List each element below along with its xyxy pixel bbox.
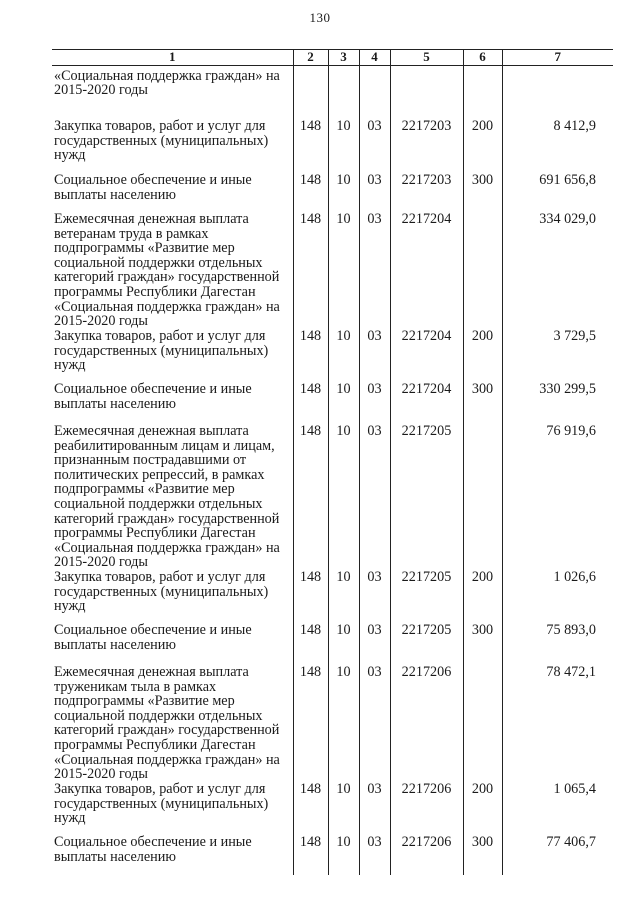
code-col-2: 148 (293, 329, 328, 382)
row-description: Социальное обеспечение и иные выплаты населению (54, 381, 252, 412)
code-col-3: 10 (328, 173, 359, 212)
code-col-5: 2217205 (390, 424, 463, 570)
code-col-2: 148 (293, 782, 328, 835)
code-col-6: 200 (463, 329, 502, 382)
code-col-4: 03 (359, 623, 390, 665)
code-col-4: 03 (359, 119, 390, 173)
code-col-2 (293, 65, 328, 119)
amount: 78 472,1 (502, 665, 613, 782)
column-header-4: 4 (359, 50, 390, 66)
table-row (52, 173, 613, 212)
code-col-4: 03 (359, 570, 390, 623)
code-col-3: 10 (328, 329, 359, 382)
code-col-3: 10 (328, 212, 359, 329)
table-row (52, 835, 613, 875)
amount: 3 729,5 (502, 329, 613, 382)
code-col-6: 300 (463, 382, 502, 424)
column-header-3: 3 (328, 50, 359, 66)
code-col-6 (463, 212, 502, 329)
amount: 77 406,7 (502, 835, 613, 875)
code-col-6: 300 (463, 623, 502, 665)
code-col-4: 03 (359, 424, 390, 570)
code-col-4: 03 (359, 382, 390, 424)
code-col-5: 2217206 (390, 665, 463, 782)
table-row (52, 329, 613, 382)
table-header (52, 50, 613, 66)
code-col-5: 2217203 (390, 173, 463, 212)
row-description: Ежемесячная денежная выплата труженикам тыла в рамках подпрограммы «Развитие мер социальной поддержки отдельных категорий граждан» государственной программы Республики Дагестан «Социальная поддержка граждан» на 2015-2020 годы (54, 664, 280, 783)
table-row (52, 665, 613, 782)
code-col-5: 2217205 (390, 570, 463, 623)
code-col-2: 148 (293, 173, 328, 212)
code-col-3: 10 (328, 424, 359, 570)
code-col-6: 200 (463, 119, 502, 173)
code-col-3: 10 (328, 570, 359, 623)
code-col-5: 2217204 (390, 382, 463, 424)
table-row (52, 782, 613, 835)
amount: 691 656,8 (502, 173, 613, 212)
code-col-4: 03 (359, 835, 390, 875)
code-col-4: 03 (359, 329, 390, 382)
code-col-3: 10 (328, 382, 359, 424)
code-col-2: 148 (293, 119, 328, 173)
code-col-3: 10 (328, 665, 359, 782)
table-row (52, 424, 613, 570)
amount: 76 919,6 (502, 424, 613, 570)
column-header-7: 7 (502, 50, 613, 66)
table-row (52, 623, 613, 665)
row-description: «Социальная поддержка граждан» на 2015-2020 годы (54, 67, 280, 99)
code-col-5: 2217203 (390, 119, 463, 173)
row-description: Ежемесячная денежная выплата реабилитированным лицам и лицам, признанным пострадавшими от политических репрессий, в рамках подпрограммы «Развитие мер социальной поддержки отдельных категорий граждан» государственной программы Республики Дагестан «Социальная поддержка граждан» на 2015-2020 годы (54, 423, 280, 571)
code-col-2: 148 (293, 570, 328, 623)
column-header-5: 5 (390, 50, 463, 66)
row-description: Закупка товаров, работ и услуг для государственных (муниципальных) нужд (54, 118, 269, 164)
row-description: Ежемесячная денежная выплата ветеранам труда в рамках подпрограммы «Развитие мер социальной поддержки отдельных категорий граждан» государственной программы Республики Дагестан «Социальная поддержка граждан» на 2015-2020 годы (54, 211, 280, 330)
code-col-6 (463, 665, 502, 782)
table-row (52, 212, 613, 329)
code-col-3: 10 (328, 835, 359, 875)
amount: 75 893,0 (502, 623, 613, 665)
code-col-2: 148 (293, 623, 328, 665)
column-header-1: 1 (52, 50, 293, 66)
code-col-6 (463, 65, 502, 119)
code-col-3: 10 (328, 119, 359, 173)
row-description: Социальное обеспечение и иные выплаты населению (54, 172, 252, 203)
table-row (52, 382, 613, 424)
table-row (52, 65, 613, 119)
row-description: Социальное обеспечение и иные выплаты населению (54, 622, 252, 653)
row-description: Закупка товаров, работ и услуг для государственных (муниципальных) нужд (54, 781, 269, 827)
row-description: Социальное обеспечение и иные выплаты населению (54, 834, 252, 865)
column-header-6: 6 (463, 50, 502, 66)
code-col-4: 03 (359, 782, 390, 835)
table-row (52, 570, 613, 623)
code-col-5: 2217206 (390, 782, 463, 835)
code-col-6: 300 (463, 835, 502, 875)
table-body (52, 65, 613, 875)
code-col-3: 10 (328, 623, 359, 665)
amount: 334 029,0 (502, 212, 613, 329)
code-col-4: 03 (359, 665, 390, 782)
row-description: Закупка товаров, работ и услуг для государственных (муниципальных) нужд (54, 569, 269, 615)
amount: 1 026,6 (502, 570, 613, 623)
header-row (52, 50, 613, 66)
code-col-6: 300 (463, 173, 502, 212)
code-col-5: 2217204 (390, 329, 463, 382)
code-col-2: 148 (293, 212, 328, 329)
page-number: 130 (309, 10, 331, 25)
code-col-4: 03 (359, 173, 390, 212)
amount: 8 412,9 (502, 119, 613, 173)
code-col-2: 148 (293, 665, 328, 782)
code-col-2: 148 (293, 382, 328, 424)
code-col-2: 148 (293, 835, 328, 875)
amount (502, 65, 613, 119)
code-col-5: 2217206 (390, 835, 463, 875)
code-col-5: 2217204 (390, 212, 463, 329)
code-col-5 (390, 65, 463, 119)
code-col-6 (463, 424, 502, 570)
code-col-4: 03 (359, 212, 390, 329)
budget-table (52, 49, 613, 875)
column-header-2: 2 (293, 50, 328, 66)
table-row (52, 119, 613, 173)
code-col-3 (328, 65, 359, 119)
row-description: Закупка товаров, работ и услуг для государственных (муниципальных) нужд (54, 328, 269, 374)
code-col-4 (359, 65, 390, 119)
code-col-3: 10 (328, 782, 359, 835)
code-col-6: 200 (463, 782, 502, 835)
amount: 1 065,4 (502, 782, 613, 835)
amount: 330 299,5 (502, 382, 613, 424)
code-col-2: 148 (293, 424, 328, 570)
code-col-5: 2217205 (390, 623, 463, 665)
code-col-6: 200 (463, 570, 502, 623)
